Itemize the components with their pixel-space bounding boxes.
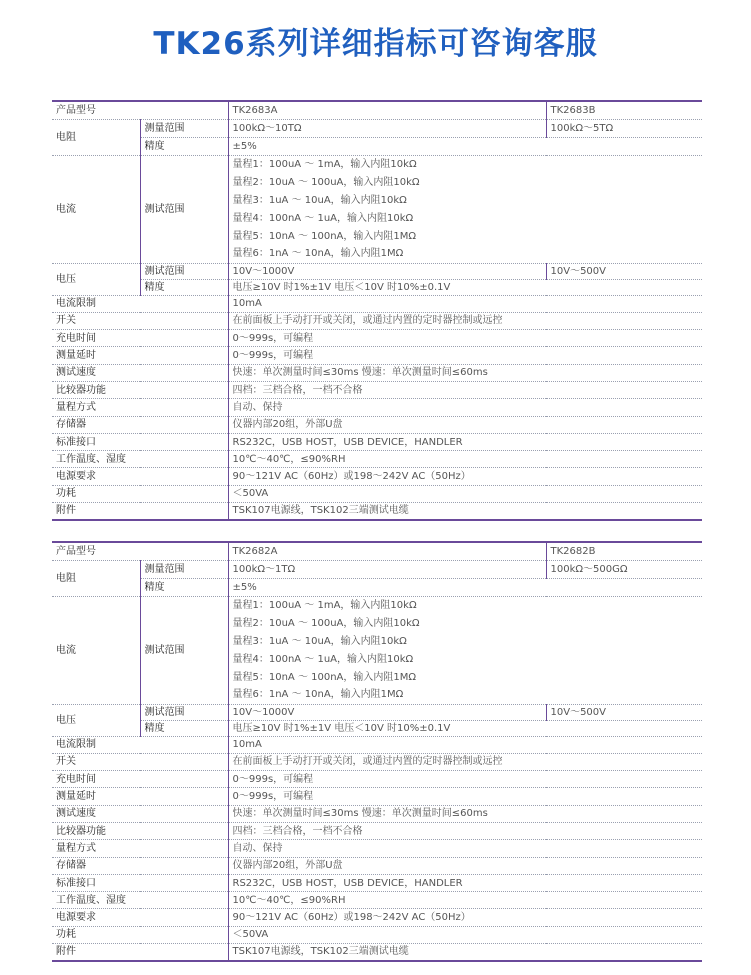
table-row: [52, 347, 702, 364]
row-label: 测量延时: [52, 347, 228, 364]
table-row: [52, 330, 702, 347]
row-label: 测试速度: [52, 805, 228, 822]
row-value: 自动、保持: [228, 399, 702, 416]
row-value: 10mA: [228, 295, 702, 312]
table-row: [52, 926, 702, 943]
row-value: 仪器内部20组，外部U盘: [228, 857, 702, 874]
table-row: [52, 788, 702, 805]
current-range-1: 量程1：100uA ～ 1mA，输入内阻10kΩ: [232, 599, 417, 611]
row-value: 0～999s，可编程: [228, 330, 702, 347]
current-label: 电流: [52, 155, 140, 263]
row-value: TSK107电源线，TSK102三端测试电缆: [228, 944, 702, 961]
voltage-accuracy-row: [52, 279, 702, 295]
row-label: 电流限制: [52, 295, 228, 312]
spec-table-tk2682: [52, 541, 702, 962]
row-value: 在前面板上手动打开或关闭，或通过内置的定时器控制或远控: [228, 753, 702, 770]
resistance-accuracy-label: 精度: [140, 578, 228, 596]
current-range-4: 量程4：100nA ～ 1uA，输入内阻10kΩ: [232, 212, 414, 224]
row-label: 比较器功能: [52, 822, 228, 839]
voltage-accuracy-row: [52, 720, 702, 736]
model-b: TK2682B: [546, 542, 702, 560]
voltage-range-a: 10V～1000V: [228, 263, 546, 279]
model-row: [52, 542, 702, 560]
model-label: 产品型号: [52, 101, 228, 119]
page-title: TK26系列详细指标可咨询客服: [153, 26, 598, 62]
table-row: [52, 892, 702, 909]
resistance-range-label: 测量范围: [140, 119, 228, 137]
model-label: 产品型号: [52, 542, 228, 560]
voltage-range-label: 测试范围: [140, 704, 228, 720]
current-range-3: 量程3：1uA ～ 10uA，输入内阻10kΩ: [232, 194, 407, 206]
resistance-accuracy-row: [52, 137, 702, 155]
table-row: [52, 451, 702, 468]
current-range-6: 量程6：1nA ～ 10nA，输入内阻1MΩ: [228, 686, 702, 704]
row-label: 标准接口: [52, 874, 228, 891]
current-range-6: 量程6：1nA ～ 10nA，输入内阻1MΩ: [228, 245, 702, 263]
current-range-4: 量程4：100nA ～ 1uA，输入内阻10kΩ: [232, 653, 414, 665]
table-row: [52, 874, 702, 891]
row-value: RS232C，USB HOST，USB DEVICE，HANDLER: [228, 874, 702, 891]
row-value: 90～121V AC（60Hz）或198～242V AC（50Hz）: [228, 909, 702, 926]
row-value: 自动、保持: [228, 840, 702, 857]
model-a: TK2683A: [228, 101, 546, 119]
row-label: 工作温度、湿度: [52, 892, 228, 909]
row-label: 量程方式: [52, 840, 228, 857]
row-value: ＜50VA: [228, 485, 702, 502]
resistance-accuracy-label: 精度: [140, 137, 228, 155]
resistance-accuracy-row: [52, 578, 702, 596]
row-label: 测量延时: [52, 788, 228, 805]
current-range-2: 量程2：10uA ～ 100uA，输入内阻10kΩ: [232, 176, 420, 188]
table-row: [52, 295, 702, 312]
model-row: [52, 101, 702, 119]
table-row: [52, 944, 702, 961]
table-row: [52, 753, 702, 770]
row-value: 四档：三档合格，一档不合格: [228, 381, 702, 398]
model-a: TK2682A: [228, 542, 546, 560]
table-row: [52, 433, 702, 450]
row-label: 工作温度、湿度: [52, 451, 228, 468]
row-value: TSK107电源线，TSK102三端测试电缆: [228, 503, 702, 520]
voltage-range-a: 10V～1000V: [228, 704, 546, 720]
current-label: 电流: [52, 596, 140, 704]
table-row: [52, 805, 702, 822]
row-value: 90～121V AC（60Hz）或198～242V AC（50Hz）: [228, 468, 702, 485]
row-label: 电源要求: [52, 468, 228, 485]
row-value: 0～999s，可编程: [228, 788, 702, 805]
row-label: 开关: [52, 312, 228, 329]
row-value: 0～999s，可编程: [228, 771, 702, 788]
resistance-accuracy: ±5%: [228, 578, 702, 596]
voltage-range-b: 10V～500V: [546, 704, 702, 720]
row-label: 附件: [52, 944, 228, 961]
current-range-label: 测试范围: [140, 155, 228, 263]
resistance-range-row: [52, 119, 702, 137]
current-range-2: 量程2：10uA ～ 100uA，输入内阻10kΩ: [232, 617, 420, 629]
resistance-range-b: 100kΩ～5TΩ: [546, 119, 702, 137]
voltage-label: 电压: [52, 704, 140, 736]
current-range-5: 量程5：10nA ～ 100nA，输入内阻1MΩ: [232, 230, 417, 242]
voltage-range-row: [52, 263, 702, 279]
table-row: [52, 771, 702, 788]
row-value: RS232C，USB HOST，USB DEVICE，HANDLER: [228, 433, 702, 450]
row-value: 0～999s，可编程: [228, 347, 702, 364]
voltage-label: 电压: [52, 263, 140, 295]
row-label: 测试速度: [52, 364, 228, 381]
row-value: 四档：三档合格，一档不合格: [228, 822, 702, 839]
resistance-label: 电阻: [52, 119, 140, 155]
voltage-accuracy-label: 精度: [140, 279, 228, 295]
resistance-range-label: 测量范围: [140, 560, 228, 578]
row-value: 快速：单次测量时间≤30ms 慢速：单次测量时间≤60ms: [228, 364, 702, 381]
row-label: 标准接口: [52, 433, 228, 450]
voltage-range-label: 测试范围: [140, 263, 228, 279]
row-label: 充电时间: [52, 330, 228, 347]
current-range-1: 量程1：100uA ～ 1mA，输入内阻10kΩ: [232, 158, 417, 170]
table-row: [52, 381, 702, 398]
table-row: [52, 485, 702, 502]
row-label: 功耗: [52, 926, 228, 943]
row-value: 快速：单次测量时间≤30ms 慢速：单次测量时间≤60ms: [228, 805, 702, 822]
voltage-accuracy-label: 精度: [140, 720, 228, 736]
row-label: 电流限制: [52, 736, 228, 753]
table-row: [52, 312, 702, 329]
table-row: [52, 399, 702, 416]
row-label: 量程方式: [52, 399, 228, 416]
table-row: [52, 822, 702, 839]
current-range-row: [52, 155, 702, 173]
row-label: 附件: [52, 503, 228, 520]
row-value: 10℃～40℃，≤90%RH: [228, 892, 702, 909]
resistance-label: 电阻: [52, 560, 140, 596]
table-row: [52, 503, 702, 520]
row-value: 仪器内部20组，外部U盘: [228, 416, 702, 433]
row-value: 10℃～40℃，≤90%RH: [228, 451, 702, 468]
resistance-range-b: 100kΩ～500GΩ: [546, 560, 702, 578]
table-row: [52, 416, 702, 433]
table-row: [52, 736, 702, 753]
row-label: 功耗: [52, 485, 228, 502]
row-label: 电源要求: [52, 909, 228, 926]
resistance-range-row: [52, 560, 702, 578]
current-range-5: 量程5：10nA ～ 100nA，输入内阻1MΩ: [232, 671, 417, 683]
row-value: 在前面板上手动打开或关闭，或通过内置的定时器控制或远控: [228, 312, 702, 329]
voltage-accuracy: 电压≥10V 时1%±1V 电压＜10V 时10%±0.1V: [228, 279, 702, 295]
row-value: ＜50VA: [228, 926, 702, 943]
row-label: 存储器: [52, 416, 228, 433]
row-label: 充电时间: [52, 771, 228, 788]
row-label: 比较器功能: [52, 381, 228, 398]
current-range-label: 测试范围: [140, 596, 228, 704]
current-range-3: 量程3：1uA ～ 10uA，输入内阻10kΩ: [232, 635, 407, 647]
table-row: [52, 468, 702, 485]
current-range-row: [52, 596, 702, 614]
voltage-range-b: 10V～500V: [546, 263, 702, 279]
row-label: 开关: [52, 753, 228, 770]
voltage-range-row: [52, 704, 702, 720]
spec-table-tk2683: [52, 100, 702, 521]
resistance-range-a: 100kΩ～10TΩ: [228, 119, 546, 137]
resistance-accuracy: ±5%: [228, 137, 702, 155]
row-value: 10mA: [228, 736, 702, 753]
resistance-range-a: 100kΩ～1TΩ: [228, 560, 546, 578]
table-row: [52, 364, 702, 381]
table-row: [52, 840, 702, 857]
row-label: 存储器: [52, 857, 228, 874]
table-row: [52, 909, 702, 926]
voltage-accuracy: 电压≥10V 时1%±1V 电压＜10V 时10%±0.1V: [228, 720, 702, 736]
table-row: [52, 857, 702, 874]
model-b: TK2683B: [546, 101, 702, 119]
